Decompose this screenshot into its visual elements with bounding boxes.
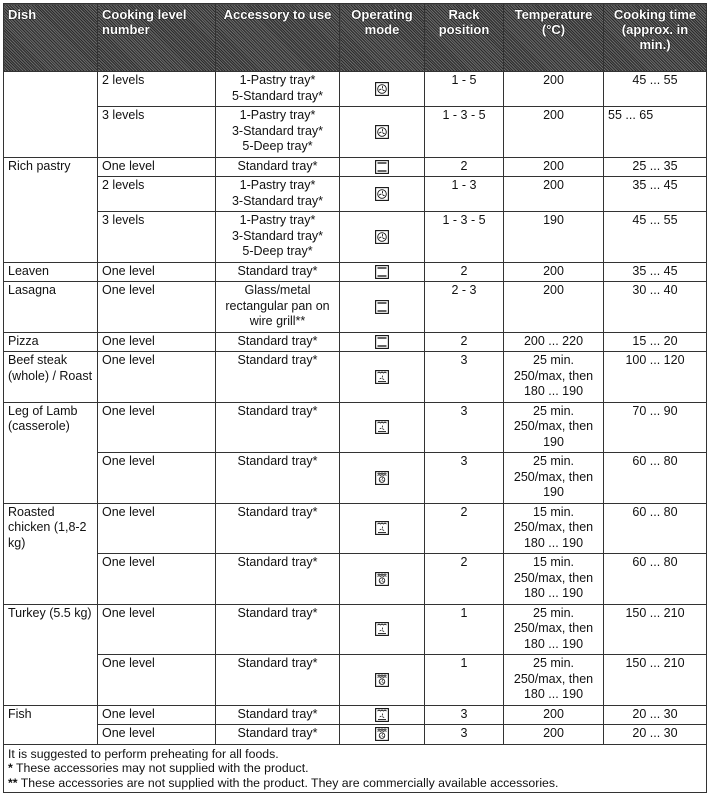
cooking-time-cell: 100 ... 120 [604,352,707,403]
accessory-line: 5-Deep tray* [242,139,313,153]
accessory-line: Standard tray* [237,353,318,367]
grill-fan-icon [375,708,389,722]
grill-fan-icon [375,622,389,636]
cooking-time-cell: 60 ... 80 [604,453,707,504]
notes-cell [4,744,707,793]
fan-heating-icon [375,125,389,139]
accessory-line: Standard tray* [237,726,318,740]
accessory-cell [216,177,340,212]
rack-position-cell: 1 [425,604,504,655]
header-rack-position: Rack position [425,4,504,72]
table-row [4,453,707,504]
grill-fan-icon [375,370,389,384]
temperature-cell [504,332,604,352]
cooking-time-cell: 35 ... 45 [604,177,707,212]
accessory-cell [216,157,340,177]
cooking-time-cell: 15 ... 20 [604,332,707,352]
accessory-line: 5-Deep tray* [242,244,313,258]
accessory-cell [216,503,340,554]
accessory-line: Standard tray* [237,706,318,721]
dish-cell: Beef steak (whole) / Roast [4,352,98,403]
notes-row [4,744,707,793]
temperature-line: 250/max, then [513,368,594,383]
table-row [4,212,707,263]
accessory-line: wire grill** [249,314,306,328]
accessory-line: Standard tray* [237,263,318,278]
double-grill-fan-icon [375,673,389,687]
temperature-line: 200 [543,263,564,278]
temperature-cell [504,262,604,282]
accessory-cell [216,332,340,352]
temperature-cell [504,157,604,177]
accessory-cell [216,107,340,158]
temperature-cell [504,177,604,212]
temperature-cell [504,554,604,605]
temperature-line: 200 [543,158,564,173]
temperature-line: 250/max, then [513,520,594,534]
temperature-line: 190 [543,434,564,449]
operating-mode-cell [340,262,425,282]
header-cooking-time: Cooking time (approx. in min.) [604,4,707,72]
cooking-level-cell: 3 levels [98,212,216,263]
operating-mode-cell [340,402,425,453]
cooking-table-container [3,3,706,793]
operating-mode-cell [340,282,425,333]
temperature-line: 200 [543,726,564,740]
accessory-cell [216,282,340,333]
operating-mode-cell [340,212,425,263]
temperature-cell [504,72,604,107]
temperature-line: 200 [543,73,564,87]
rack-position-cell: 3 [425,453,504,504]
grill-fan-icon [375,521,389,535]
temperature-line: 200 ... 220 [523,333,584,348]
accessory-cell [216,604,340,655]
table-row [4,107,707,158]
accessory-cell [216,453,340,504]
note-single-asterisk [8,761,702,776]
temperature-line: 180 ... 190 [523,535,584,550]
dish-cell [4,72,98,158]
accessory-line: rectangular pan on [225,298,330,313]
temperature-line: 180 ... 190 [523,636,584,651]
operating-mode-cell [340,157,425,177]
temperature-line: 190 [543,213,564,227]
table-row [4,402,707,453]
operating-mode-cell [340,655,425,706]
accessory-line: 5-Standard tray* [231,88,324,103]
table-row [4,705,707,725]
temperature-line: 250/max, then [513,469,594,484]
header-cooking-level: Cooking level number [98,4,216,72]
temperature-cell [504,725,604,745]
rack-position-cell: 1 - 3 - 5 [425,107,504,158]
accessory-cell [216,655,340,706]
rack-position-cell: 3 [425,705,504,725]
dish-cell: Roasted chicken (1,8-2 kg) [4,503,98,604]
cooking-level-cell: One level [98,157,216,177]
accessory-line: 3-Standard tray* [231,193,324,208]
dish-cell: Fish [4,705,98,744]
accessory-line: Standard tray* [237,333,318,348]
cooking-level-cell: One level [98,332,216,352]
table-row [4,177,707,212]
operating-mode-cell [340,453,425,504]
top-bottom-heating-icon [375,265,389,279]
accessory-cell [216,212,340,263]
cooking-time-cell: 70 ... 90 [604,402,707,453]
rack-position-cell: 2 [425,503,504,554]
cooking-level-cell: One level [98,402,216,453]
header-dish: Dish [4,4,98,72]
temperature-line: 15 min. [533,555,574,569]
rack-position-cell: 3 [425,402,504,453]
cooking-time-cell: 55 ... 65 [604,107,707,158]
cooking-level-cell: One level [98,554,216,605]
operating-mode-cell [340,332,425,352]
cooking-time-cell: 60 ... 80 [604,503,707,554]
cooking-level-cell: One level [98,282,216,333]
accessory-cell [216,725,340,745]
grill-fan-icon [375,420,389,434]
rack-position-cell: 2 [425,554,504,605]
cooking-level-cell: One level [98,705,216,725]
temperature-line: 25 min. [533,605,574,620]
note-mark: ** [8,775,18,790]
table-row [4,503,707,554]
rack-position-cell: 3 [425,352,504,403]
double-grill-fan-icon [375,572,389,586]
header-temperature: Temperature (°C) [504,4,604,72]
temperature-line: 200 [543,108,564,122]
rack-position-cell: 3 [425,725,504,745]
temperature-line: 25 min. [533,353,574,367]
accessory-line: Standard tray* [237,504,318,519]
double-grill-fan-icon [375,727,389,741]
note-text: These accessories may not supplied with the product. [12,761,309,775]
operating-mode-cell [340,705,425,725]
header-row [4,4,707,72]
table-row [4,554,707,605]
operating-mode-cell [340,72,425,107]
rack-position-cell: 2 [425,157,504,177]
table-row [4,332,707,352]
accessory-cell [216,262,340,282]
operating-mode-cell [340,554,425,605]
note-text: These accessories are not supplied with the product. They are commercially available accessories. [17,775,559,790]
cooking-table [3,3,707,793]
cooking-time-cell: 150 ... 210 [604,655,707,706]
cooking-time-cell: 20 ... 30 [604,705,707,725]
double-grill-fan-icon [375,471,389,485]
accessory-line: 1-Pastry tray* [239,178,316,192]
header-accessory: Accessory to use [216,4,340,72]
temperature-cell [504,352,604,403]
note-double-asterisk [8,776,702,791]
rack-position-cell: 1 [425,655,504,706]
temperature-cell [504,655,604,706]
temperature-line: 200 [543,283,564,297]
operating-mode-cell [340,352,425,403]
cooking-level-cell: One level [98,725,216,745]
temperature-line: 180 ... 190 [523,586,584,600]
accessory-line: 3-Standard tray* [231,123,324,138]
note-mark: * [8,761,13,775]
table-row [4,157,707,177]
accessory-line: 1-Pastry tray* [239,108,316,122]
note-preheating: It is suggested to perform preheating for all foods. [8,746,279,761]
table-row [4,262,707,282]
accessory-line: 1-Pastry tray* [239,213,316,227]
accessory-line: Standard tray* [237,403,318,418]
table-row [4,725,707,745]
table-row [4,352,707,403]
temperature-cell [504,282,604,333]
cooking-time-cell: 45 ... 55 [604,212,707,263]
temperature-cell [504,705,604,725]
operating-mode-cell [340,725,425,745]
dish-cell: Leaven [4,262,98,282]
accessory-line: Standard tray* [237,158,318,173]
accessory-line: Standard tray* [237,454,318,468]
cooking-time-cell: 35 ... 45 [604,262,707,282]
operating-mode-cell [340,503,425,554]
accessory-cell [216,352,340,403]
accessory-cell [216,402,340,453]
cooking-level-cell: One level [98,262,216,282]
dish-cell: Pizza [4,332,98,352]
cooking-level-cell: 2 levels [98,72,216,107]
top-bottom-heating-icon [375,300,389,314]
cooking-level-cell: One level [98,655,216,706]
temperature-line: 250/max, then [513,621,594,635]
accessory-cell [216,72,340,107]
top-bottom-heating-icon [375,160,389,174]
accessory-line: Standard tray* [237,555,318,569]
temperature-line: 25 min. [533,403,574,418]
table-body [4,72,707,745]
table-row [4,282,707,333]
header-operating-mode: Operating mode [340,4,425,72]
temperature-line: 250/max, then [513,671,594,686]
temperature-line: 190 [543,485,564,499]
cooking-level-cell: One level [98,503,216,554]
temperature-line: 250/max, then [513,419,594,433]
temperature-line: 180 ... 190 [523,687,584,701]
temperature-line: 25 min. [533,454,574,468]
cooking-level-cell: One level [98,453,216,504]
dish-cell: Rich pastry [4,157,98,262]
table-row [4,604,707,655]
rack-position-cell: 2 [425,332,504,352]
dish-cell: Turkey (5.5 kg) [4,604,98,705]
dish-cell: Lasagna [4,282,98,333]
cooking-level-cell: 2 levels [98,177,216,212]
dish-cell: Leg of Lamb (casserole) [4,402,98,503]
temperature-line: 25 min. [533,656,574,670]
operating-mode-cell [340,604,425,655]
accessory-line: Glass/metal [244,283,311,297]
temperature-cell [504,453,604,504]
operating-mode-cell [340,177,425,212]
temperature-cell [504,107,604,158]
temperature-cell [504,212,604,263]
table-row [4,655,707,706]
cooking-time-cell: 60 ... 80 [604,554,707,605]
rack-position-cell: 2 - 3 [425,282,504,333]
fan-heating-icon [375,187,389,201]
temperature-line: 200 [543,178,564,192]
rack-position-cell: 1 - 3 - 5 [425,212,504,263]
accessory-cell [216,705,340,725]
temperature-cell [504,503,604,554]
table-row [4,72,707,107]
cooking-time-cell: 30 ... 40 [604,282,707,333]
accessory-cell [216,554,340,605]
rack-position-cell: 2 [425,262,504,282]
fan-heating-icon [375,82,389,96]
operating-mode-cell [340,107,425,158]
temperature-line: 15 min. [533,504,574,519]
temperature-line: 250/max, then [513,570,594,585]
fan-heating-icon [375,230,389,244]
rack-position-cell: 1 - 3 [425,177,504,212]
temperature-line: 200 [543,706,564,721]
cooking-level-cell: One level [98,352,216,403]
temperature-cell [504,604,604,655]
accessory-line: 3-Standard tray* [231,228,324,243]
temperature-line: 180 ... 190 [523,384,584,398]
accessory-line: Standard tray* [237,656,318,670]
rack-position-cell: 1 - 5 [425,72,504,107]
cooking-time-cell: 45 ... 55 [604,72,707,107]
cooking-time-cell: 25 ... 35 [604,157,707,177]
cooking-level-cell: One level [98,604,216,655]
cooking-level-cell: 3 levels [98,107,216,158]
accessory-line: Standard tray* [237,605,318,620]
temperature-cell [504,402,604,453]
cooking-time-cell: 20 ... 30 [604,725,707,745]
top-bottom-heating-icon [375,335,389,349]
accessory-line: 1-Pastry tray* [239,73,316,87]
cooking-time-cell: 150 ... 210 [604,604,707,655]
